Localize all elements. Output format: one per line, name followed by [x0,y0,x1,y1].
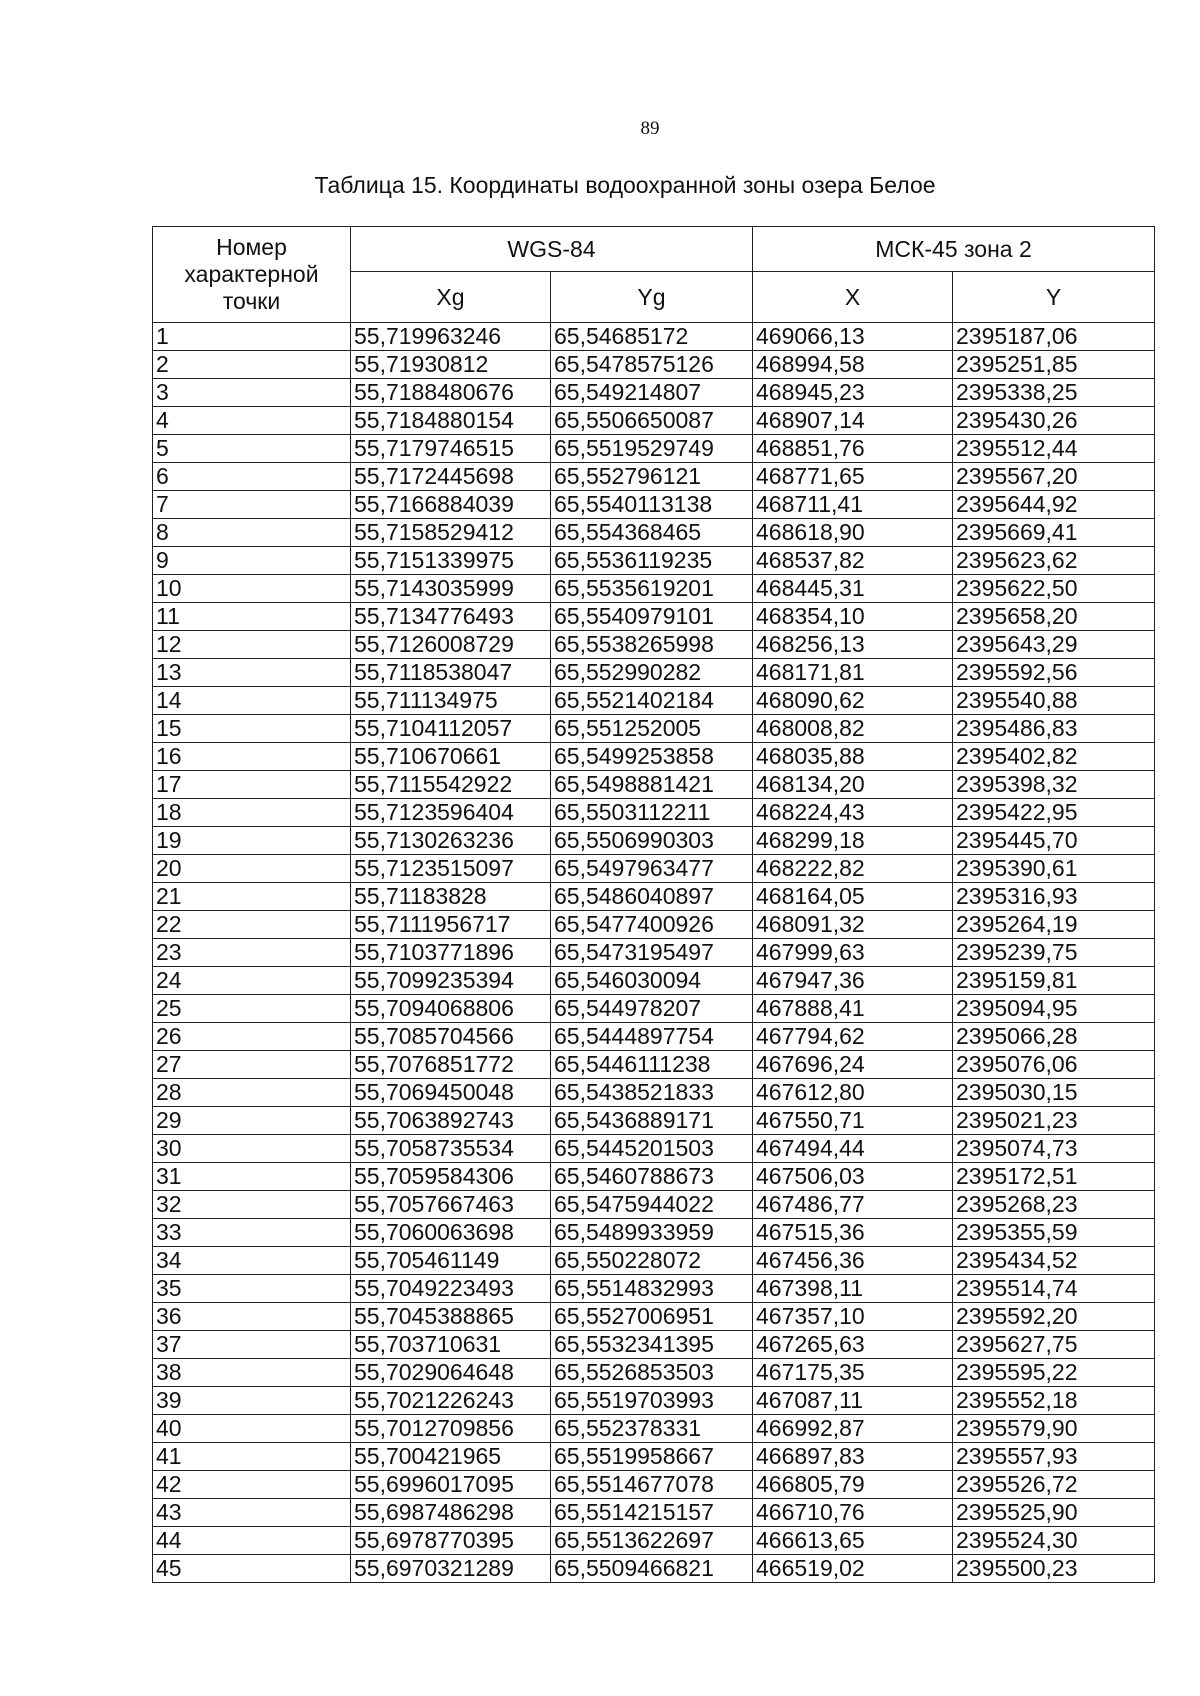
x-cell: 468171,81 [753,659,953,687]
table-row [153,519,1155,547]
wgs84-group-header: WGS-84 [351,227,753,272]
table-header [153,227,1155,323]
yg-cell: 65,549214807 [551,379,753,407]
yg-cell: 65,5489933959 [551,1219,753,1247]
table-row [153,1135,1155,1163]
yg-cell: 65,5475944022 [551,1191,753,1219]
xg-cell: 55,7094068806 [351,995,551,1023]
x-cell: 467087,11 [753,1387,953,1415]
point-number-cell: 13 [153,659,351,687]
x-cell: 467486,77 [753,1191,953,1219]
x-cell: 468164,05 [753,883,953,911]
point-number-cell: 39 [153,1387,351,1415]
table-row [153,743,1155,771]
xg-cell: 55,7104112057 [351,715,551,743]
point-number-cell: 22 [153,911,351,939]
x-cell: 468224,43 [753,799,953,827]
yg-cell: 65,5514677078 [551,1471,753,1499]
point-number-cell: 42 [153,1471,351,1499]
point-number-cell: 8 [153,519,351,547]
point-number-cell: 7 [153,491,351,519]
yg-cell: 65,552378331 [551,1415,753,1443]
yg-cell: 65,5514832993 [551,1275,753,1303]
point-number-cell: 41 [153,1443,351,1471]
xg-cell: 55,7029064648 [351,1359,551,1387]
point-number-cell: 24 [153,967,351,995]
point-number-cell: 31 [153,1163,351,1191]
yg-cell: 65,552796121 [551,463,753,491]
y-cell: 2395526,72 [953,1471,1155,1499]
table-row [153,323,1155,351]
y-cell: 2395524,30 [953,1527,1155,1555]
x-cell: 468994,58 [753,351,953,379]
point-number-cell: 29 [153,1107,351,1135]
y-cell: 2395066,28 [953,1023,1155,1051]
y-cell: 2395445,70 [953,827,1155,855]
xg-cell: 55,719963246 [351,323,551,351]
yg-cell: 65,5514215157 [551,1499,753,1527]
x-cell: 467947,36 [753,967,953,995]
yg-cell: 65,5535619201 [551,575,753,603]
x-cell: 468851,76 [753,435,953,463]
x-cell: 468354,10 [753,603,953,631]
xg-cell: 55,7179746515 [351,435,551,463]
y-cell: 2395422,95 [953,799,1155,827]
table-row [153,715,1155,743]
yg-column-header: Yg [551,272,753,323]
point-number-cell: 35 [153,1275,351,1303]
x-cell: 468090,62 [753,687,953,715]
table-row [153,799,1155,827]
yg-cell: 65,552990282 [551,659,753,687]
x-column-header: X [753,272,953,323]
y-cell: 2395021,23 [953,1107,1155,1135]
xg-cell: 55,7130263236 [351,827,551,855]
table-row [153,1527,1155,1555]
xg-cell: 55,7151339975 [351,547,551,575]
y-cell: 2395239,75 [953,939,1155,967]
table-row [153,379,1155,407]
y-cell: 2395264,19 [953,911,1155,939]
xg-cell: 55,7103771896 [351,939,551,967]
y-cell: 2395627,75 [953,1331,1155,1359]
table-row [153,1247,1155,1275]
xg-cell: 55,710670661 [351,743,551,771]
y-cell: 2395094,95 [953,995,1155,1023]
y-cell: 2395669,41 [953,519,1155,547]
table-row [153,547,1155,575]
point-number-cell: 32 [153,1191,351,1219]
yg-cell: 65,5446111238 [551,1051,753,1079]
yg-cell: 65,5513622697 [551,1527,753,1555]
yg-cell: 65,544978207 [551,995,753,1023]
xg-cell: 55,6970321289 [351,1555,551,1583]
x-cell: 468299,18 [753,827,953,855]
y-cell: 2395500,23 [953,1555,1155,1583]
xg-cell: 55,7058735534 [351,1135,551,1163]
x-cell: 467175,35 [753,1359,953,1387]
point-number-cell: 45 [153,1555,351,1583]
point-number-cell: 43 [153,1499,351,1527]
point-number-cell: 33 [153,1219,351,1247]
yg-cell: 65,5538265998 [551,631,753,659]
point-number-cell: 18 [153,799,351,827]
x-cell: 466897,83 [753,1443,953,1471]
xg-cell: 55,7126008729 [351,631,551,659]
xg-cell: 55,7172445698 [351,463,551,491]
point-number-cell: 36 [153,1303,351,1331]
yg-cell: 65,5527006951 [551,1303,753,1331]
x-cell: 466805,79 [753,1471,953,1499]
point-number-cell: 34 [153,1247,351,1275]
x-cell: 468945,23 [753,379,953,407]
x-cell: 466992,87 [753,1415,953,1443]
table-row [153,939,1155,967]
x-cell: 466710,76 [753,1499,953,1527]
yg-cell: 65,5532341395 [551,1331,753,1359]
point-number-cell: 10 [153,575,351,603]
xg-cell: 55,7134776493 [351,603,551,631]
point-number-cell: 3 [153,379,351,407]
point-number-cell: 17 [153,771,351,799]
table-row [153,1387,1155,1415]
y-cell: 2395592,20 [953,1303,1155,1331]
y-cell: 2395187,06 [953,323,1155,351]
yg-cell: 65,550228072 [551,1247,753,1275]
x-cell: 467265,63 [753,1331,953,1359]
xg-cell: 55,7188480676 [351,379,551,407]
y-cell: 2395390,61 [953,855,1155,883]
xg-cell: 55,7045388865 [351,1303,551,1331]
y-cell: 2395623,62 [953,547,1155,575]
y-cell: 2395567,20 [953,463,1155,491]
table-row [153,407,1155,435]
yg-cell: 65,5445201503 [551,1135,753,1163]
y-cell: 2395512,44 [953,435,1155,463]
point-number-cell: 11 [153,603,351,631]
xg-cell: 55,7184880154 [351,407,551,435]
yg-cell: 65,54685172 [551,323,753,351]
table-row [153,883,1155,911]
point-number-cell: 19 [153,827,351,855]
xg-cell: 55,7085704566 [351,1023,551,1051]
yg-cell: 65,5521402184 [551,687,753,715]
yg-cell: 65,5503112211 [551,799,753,827]
table-row [153,1219,1155,1247]
coordinates-table [152,226,1155,1583]
x-cell: 467506,03 [753,1163,953,1191]
yg-cell: 65,5486040897 [551,883,753,911]
xg-column-header: Xg [351,272,551,323]
xg-cell: 55,7059584306 [351,1163,551,1191]
table-row [153,967,1155,995]
yg-cell: 65,546030094 [551,967,753,995]
xg-cell: 55,7021226243 [351,1387,551,1415]
table-row [153,1107,1155,1135]
table-row [153,1331,1155,1359]
table-row [153,1499,1155,1527]
point-number-cell: 20 [153,855,351,883]
x-cell: 467494,44 [753,1135,953,1163]
yg-cell: 65,5477400926 [551,911,753,939]
xg-cell: 55,71930812 [351,351,551,379]
point-number-cell: 37 [153,1331,351,1359]
xg-cell: 55,705461149 [351,1247,551,1275]
x-cell: 467357,10 [753,1303,953,1331]
x-cell: 466613,65 [753,1527,953,1555]
y-cell: 2395268,23 [953,1191,1155,1219]
y-cell: 2395622,50 [953,575,1155,603]
x-cell: 468711,41 [753,491,953,519]
y-cell: 2395595,22 [953,1359,1155,1387]
xg-cell: 55,700421965 [351,1443,551,1471]
y-cell: 2395076,06 [953,1051,1155,1079]
xg-cell: 55,7012709856 [351,1415,551,1443]
xg-cell: 55,71183828 [351,883,551,911]
table-row [153,603,1155,631]
x-cell: 468222,82 [753,855,953,883]
yg-cell: 65,551252005 [551,715,753,743]
xg-cell: 55,711134975 [351,687,551,715]
x-cell: 467515,36 [753,1219,953,1247]
y-cell: 2395486,83 [953,715,1155,743]
table-row [153,435,1155,463]
table-row [153,631,1155,659]
y-cell: 2395658,20 [953,603,1155,631]
x-cell: 468035,88 [753,743,953,771]
table-row [153,463,1155,491]
table-row [153,827,1155,855]
x-cell: 468134,20 [753,771,953,799]
yg-cell: 65,5444897754 [551,1023,753,1051]
y-cell: 2395579,90 [953,1415,1155,1443]
point-number-cell: 21 [153,883,351,911]
xg-cell: 55,7123596404 [351,799,551,827]
x-cell: 468008,82 [753,715,953,743]
point-number-cell: 38 [153,1359,351,1387]
table-row [153,491,1155,519]
page-number: 89 [640,118,660,139]
y-cell: 2395159,81 [953,967,1155,995]
yg-cell: 65,5499253858 [551,743,753,771]
yg-cell: 65,5526853503 [551,1359,753,1387]
point-number-cell: 27 [153,1051,351,1079]
yg-cell: 65,5519529749 [551,435,753,463]
xg-cell: 55,7123515097 [351,855,551,883]
y-cell: 2395592,56 [953,659,1155,687]
y-cell: 2395643,29 [953,631,1155,659]
table-row [153,1471,1155,1499]
yg-cell: 65,5438521833 [551,1079,753,1107]
yg-cell: 65,5497963477 [551,855,753,883]
xg-cell: 55,7060063698 [351,1219,551,1247]
y-cell: 2395402,82 [953,743,1155,771]
point-number-cell: 16 [153,743,351,771]
y-cell: 2395338,25 [953,379,1155,407]
point-number-cell: 23 [153,939,351,967]
point-number-cell: 4 [153,407,351,435]
yg-cell: 65,5460788673 [551,1163,753,1191]
xg-cell: 55,6996017095 [351,1471,551,1499]
x-cell: 468445,31 [753,575,953,603]
point-number-cell: 25 [153,995,351,1023]
point-number-cell: 2 [153,351,351,379]
y-cell: 2395557,93 [953,1443,1155,1471]
y-cell: 2395434,52 [953,1247,1155,1275]
table-row [153,911,1155,939]
table-row [153,1079,1155,1107]
header-row-groups [153,227,1155,272]
table-row [153,575,1155,603]
table-row [153,1023,1155,1051]
xg-cell: 55,7063892743 [351,1107,551,1135]
yg-cell: 65,5540979101 [551,603,753,631]
x-cell: 467794,62 [753,1023,953,1051]
table-row [153,995,1155,1023]
x-cell: 468256,13 [753,631,953,659]
table-row [153,351,1155,379]
xg-cell: 55,7118538047 [351,659,551,687]
table-row [153,687,1155,715]
point-number-cell: 44 [153,1527,351,1555]
point-number-cell: 14 [153,687,351,715]
point-number-cell: 6 [153,463,351,491]
table-row [153,1303,1155,1331]
y-cell: 2395430,26 [953,407,1155,435]
table-row [153,1163,1155,1191]
xg-cell: 55,7143035999 [351,575,551,603]
table-row [153,1359,1155,1387]
point-number-header: Номер характерной точки [153,227,351,323]
y-cell: 2395251,85 [953,351,1155,379]
y-cell: 2395525,90 [953,1499,1155,1527]
x-cell: 468907,14 [753,407,953,435]
xg-cell: 55,7166884039 [351,491,551,519]
y-cell: 2395514,74 [953,1275,1155,1303]
xg-cell: 55,7076851772 [351,1051,551,1079]
point-number-cell: 30 [153,1135,351,1163]
table-row [153,1275,1155,1303]
table-row [153,855,1155,883]
x-cell: 467888,41 [753,995,953,1023]
x-cell: 467456,36 [753,1247,953,1275]
y-cell: 2395030,15 [953,1079,1155,1107]
table-row [153,659,1155,687]
xg-cell: 55,7069450048 [351,1079,551,1107]
x-cell: 467612,80 [753,1079,953,1107]
yg-cell: 65,554368465 [551,519,753,547]
yg-cell: 65,5506990303 [551,827,753,855]
y-cell: 2395552,18 [953,1387,1155,1415]
x-cell: 467398,11 [753,1275,953,1303]
xg-cell: 55,7111956717 [351,911,551,939]
yg-cell: 65,5498881421 [551,771,753,799]
xg-cell: 55,7049223493 [351,1275,551,1303]
x-cell: 469066,13 [753,323,953,351]
x-cell: 466519,02 [753,1555,953,1583]
xg-cell: 55,7158529412 [351,519,551,547]
table-row [153,771,1155,799]
y-cell: 2395398,32 [953,771,1155,799]
xg-cell: 55,6987486298 [351,1499,551,1527]
yg-cell: 65,5473195497 [551,939,753,967]
page-title: Таблица 15. Координаты водоохранной зоны озера Белое [314,172,936,198]
xg-cell: 55,703710631 [351,1331,551,1359]
y-cell: 2395355,59 [953,1219,1155,1247]
point-number-cell: 1 [153,323,351,351]
yg-cell: 65,5519958667 [551,1443,753,1471]
x-cell: 467696,24 [753,1051,953,1079]
table-body [153,323,1155,1583]
yg-cell: 65,5478575126 [551,351,753,379]
table-row [153,1555,1155,1583]
x-cell: 468618,90 [753,519,953,547]
point-number-cell: 40 [153,1415,351,1443]
yg-cell: 65,5509466821 [551,1555,753,1583]
yg-cell: 65,5519703993 [551,1387,753,1415]
xg-cell: 55,7115542922 [351,771,551,799]
x-cell: 468771,65 [753,463,953,491]
point-number-cell: 26 [153,1023,351,1051]
msk45-group-header: МСК-45 зона 2 [753,227,1155,272]
y-column-header: Y [953,272,1155,323]
table-row [153,1051,1155,1079]
y-cell: 2395074,73 [953,1135,1155,1163]
x-cell: 467550,71 [753,1107,953,1135]
y-cell: 2395540,88 [953,687,1155,715]
table-row [153,1443,1155,1471]
xg-cell: 55,6978770395 [351,1527,551,1555]
x-cell: 467999,63 [753,939,953,967]
table-row [153,1191,1155,1219]
xg-cell: 55,7099235394 [351,967,551,995]
y-cell: 2395644,92 [953,491,1155,519]
point-number-cell: 28 [153,1079,351,1107]
point-number-cell: 9 [153,547,351,575]
yg-cell: 65,5436889171 [551,1107,753,1135]
xg-cell: 55,7057667463 [351,1191,551,1219]
point-number-cell: 15 [153,715,351,743]
y-cell: 2395172,51 [953,1163,1155,1191]
x-cell: 468537,82 [753,547,953,575]
table-row [153,1415,1155,1443]
point-number-cell: 12 [153,631,351,659]
y-cell: 2395316,93 [953,883,1155,911]
point-number-cell: 5 [153,435,351,463]
x-cell: 468091,32 [753,911,953,939]
yg-cell: 65,5536119235 [551,547,753,575]
yg-cell: 65,5506650087 [551,407,753,435]
yg-cell: 65,5540113138 [551,491,753,519]
